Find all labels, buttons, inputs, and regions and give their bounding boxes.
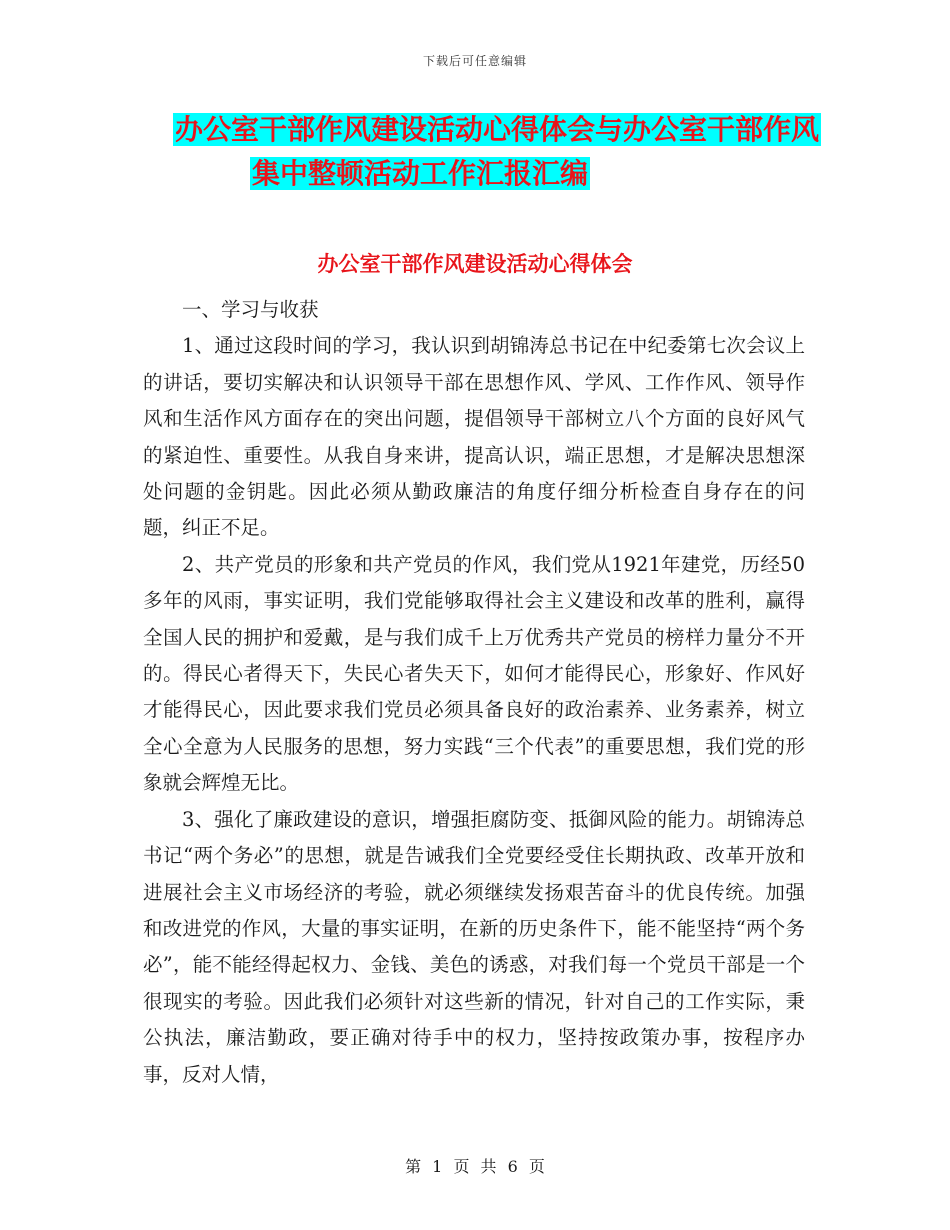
section-heading: 一、学习与收获 xyxy=(182,298,319,321)
paragraph-1: 1、通过这段时间的学习，我认识到胡锦涛总书记在中纪委第七次会议上的讲话，要切实解决和认识领导干部在思想作风、学风、工作作风、领导作风和生活作风方面存在的突出问题，提倡领导干部树立八个方面的良好风气的紧迫性、重要性。从我自身来讲，提高认识，端正思想，才是解决思想深处问题的金钥匙。因此必须从勤政廉洁的角度仔细分析检查自身存在的问题，纠正不足。 xyxy=(143,334,805,540)
page-number: 第 1 页 共 6 页 xyxy=(405,1157,545,1176)
document-title-line-2: 集中整顿活动工作汇报汇编 xyxy=(251,157,588,190)
paragraph-2: 2、共产党员的形象和共产党员的作风，我们党从1921年建党，历经50多年的风雨，事实证明，我们党能够取得社会主义建设和改革的胜利，赢得全国人民的拥护和爱戴，是与我们成千上万优秀共产党员的榜样力量分不开的。得民心者得天下，失民心者失天下，如何才能得民心，形象好、作风好才能得民心，因此要求我们党员必须具备良好的政治素养、业务素养，树立全心全意为人民服务的思想，努力实践“三个代表”的重要思想，我们党的形象就会辉煌无比。 xyxy=(143,552,805,795)
page-header-note: 下载后可任意编辑 xyxy=(422,54,527,68)
document-title xyxy=(0,108,950,196)
document-title-line-1: 办公室干部作风建设活动心得体会与办公室干部作风 xyxy=(174,113,819,146)
paragraph-3: 3、强化了廉政建设的意识，增强拒腐防变、抵御风险的能力。胡锦涛总书记“两个务必”的思想，就是告诫我们全党要经受住长期执政、改革开放和进展社会主义市场经济的考验，就必须继续发扬艰苦奋斗的优良传统。加强和改进党的作风，大量的事实证明，在新的历史条件下，能不能坚持“两个务必”，能不能经得起权力、金钱、美色的诱惑，对我们每一个党员干部是一个很现实的考验。因此我们必须针对这些新的情况，针对自己的工作实际，秉公执法，廉洁勤政，要正确对待手中的权力，坚持按政策办事，按程序办事，反对人情， xyxy=(143,807,805,1086)
document-body xyxy=(143,292,805,1093)
section-title: 办公室干部作风建设活动心得体会 xyxy=(317,252,633,276)
